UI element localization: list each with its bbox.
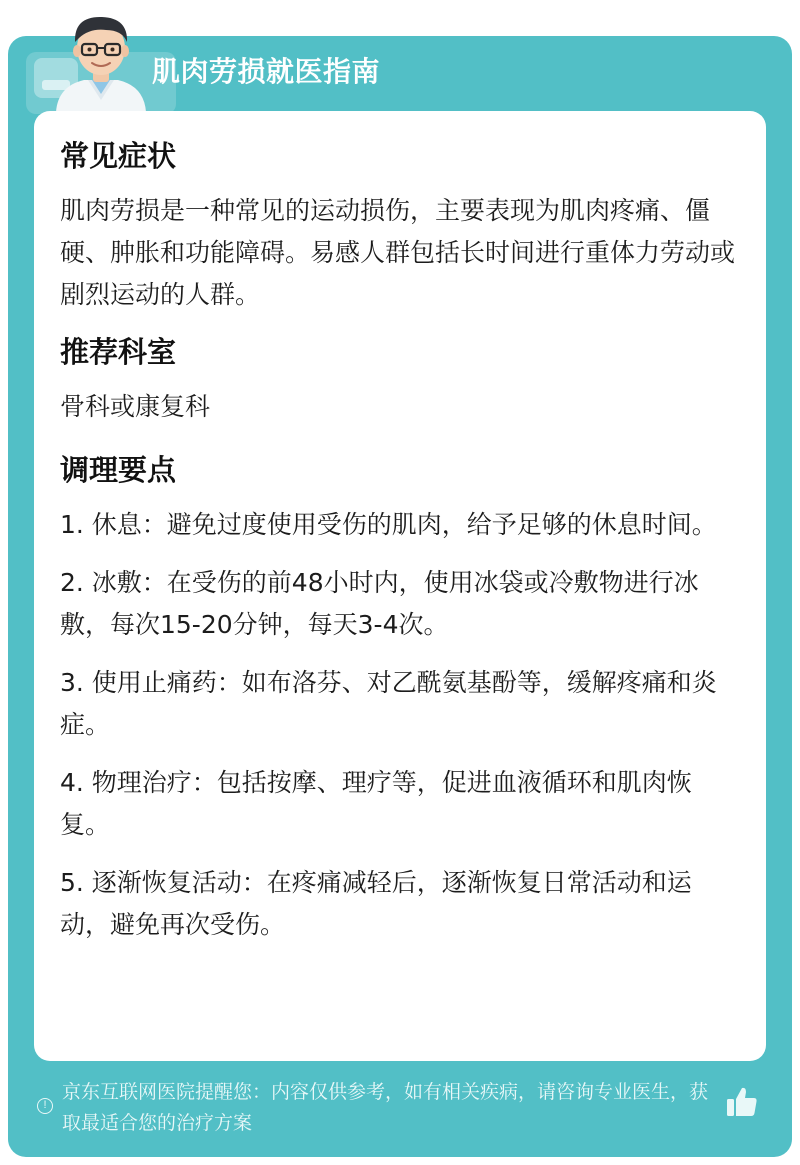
care-item-rest: 1. 休息：避免过度使用受伤的肌肉，给予足够的休息时间。	[60, 510, 717, 539]
thumbs-up-icon[interactable]	[724, 1084, 760, 1120]
symptoms-text: 肌肉劳损是一种常见的运动损伤，主要表现为肌肉疼痛、僵硬、肿胀和功能障碍。易感人群包括长时间进行重体力劳动或剧烈运动的人群。	[60, 196, 736, 309]
care-item-recovery: 5. 逐渐恢复活动：在疼痛减轻后，逐渐恢复日常活动和运动，避免再次受伤。	[60, 868, 692, 939]
care-item-ice: 2. 冰敷：在受伤的前48小时内，使用冰袋或冷敷物进行冰敷，每次15-20分钟，每天3-4次。	[60, 568, 699, 639]
care-item-painkiller: 3. 使用止痛药：如布洛芬、对乙酰氨基酚等，缓解疼痛和炎症。	[60, 668, 717, 739]
info-icon: !	[37, 1098, 53, 1114]
department-heading: 推荐科室	[60, 335, 177, 369]
page-title: 肌肉劳损就医指南	[152, 55, 381, 88]
guide-content	[60, 134, 740, 962]
footer-disclaimer: 京东互联网医院提醒您：内容仅供参考，如有相关疾病，请咨询专业医生，获取最适合您的治疗方案	[62, 1081, 709, 1134]
department-text: 骨科或康复科	[60, 392, 211, 421]
doctor-avatar	[46, 8, 156, 112]
symptoms-heading: 常见症状	[60, 139, 177, 173]
care-heading: 调理要点	[60, 453, 177, 487]
care-item-therapy: 4. 物理治疗：包括按摩、理疗等，促进血液循环和肌肉恢复。	[60, 768, 692, 839]
